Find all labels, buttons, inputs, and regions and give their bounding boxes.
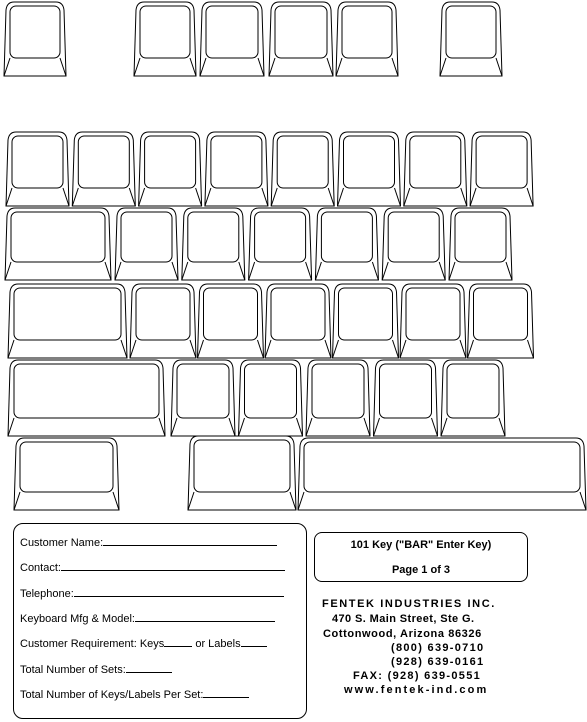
row3-keycap-1: [130, 284, 196, 358]
function-keycap-5: [336, 2, 398, 76]
function-keycap-4: [269, 2, 333, 76]
customer-name-line[interactable]: [103, 535, 277, 546]
requirement-keys-line[interactable]: [164, 636, 192, 647]
row3-keycap-3: [265, 284, 331, 358]
customer-info-form: [13, 523, 307, 719]
title-box: [314, 532, 528, 582]
total-sets-line[interactable]: [126, 662, 172, 673]
function-keycap-2: [134, 2, 196, 76]
customer-name-label: Customer Name:: [20, 537, 104, 549]
company-website: www.fentek-ind.com: [344, 684, 489, 696]
row2-keycap-2: [182, 208, 245, 280]
total-keys-field: [20, 687, 249, 701]
row4-keycap-2: [239, 360, 303, 436]
company-address-street: 470 S. Main Street, Ste G.: [332, 613, 475, 625]
row3-keycap-2: [198, 284, 264, 358]
keyboard-mfg-line[interactable]: [135, 611, 275, 622]
row1-keycap-5: [271, 132, 334, 206]
row5-keycap-1: [14, 438, 119, 510]
row1-keycap-7: [404, 132, 467, 206]
company-name: FENTEK INDUSTRIES INC.: [322, 598, 496, 610]
keyboard-mfg-field: [20, 611, 275, 625]
row2-keycap-3: [249, 208, 312, 280]
row3-keycap-5: [400, 284, 466, 358]
row2-keycap-6: [449, 208, 512, 280]
row4-wide-keycap: [8, 360, 165, 436]
requirement-keys-label: Customer Requirement: Keys: [20, 638, 165, 650]
company-phone-local: (928) 639-0161: [391, 656, 485, 668]
row1-keycap-6: [338, 132, 401, 206]
telephone-label: Telephone:: [20, 588, 74, 600]
bar-enter-keycap: [298, 438, 586, 510]
row1-keycap-4: [205, 132, 268, 206]
row4-keycap-3: [306, 360, 370, 436]
company-phone-tollfree: (800) 639-0710: [391, 642, 485, 654]
requirement-labels-line[interactable]: [241, 636, 267, 647]
customer-name-field: [20, 535, 277, 549]
row1-keycap-2: [72, 132, 135, 206]
requirement-labels-label: or Labels: [195, 638, 241, 650]
company-fax: FAX: (928) 639-0551: [353, 670, 482, 682]
function-keycap-1: [4, 2, 66, 76]
row2-keycap-1: [115, 208, 178, 280]
company-address-city: Cottonwood, Arizona 86326: [323, 628, 482, 640]
row1-keycap-3: [139, 132, 202, 206]
contact-label: Contact:: [20, 562, 61, 574]
row2-wide-keycap: [5, 208, 111, 280]
contact-line[interactable]: [61, 560, 285, 571]
function-keycap-3: [200, 2, 264, 76]
total-keys-label: Total Number of Keys/Labels Per Set:: [20, 689, 204, 701]
telephone-field: [20, 586, 284, 600]
row4-keycap-4: [374, 360, 438, 436]
row3-keycap-6: [468, 284, 534, 358]
title-layout: 101 Key ("BAR" Enter Key): [350, 539, 492, 551]
telephone-line[interactable]: [74, 586, 284, 597]
row5-keycap-2: [188, 436, 296, 510]
page-indicator: Page 1 of 3: [391, 564, 451, 576]
row2-keycap-5: [382, 208, 445, 280]
total-sets-label: Total Number of Sets:: [20, 664, 126, 676]
row4-keycap-1: [171, 360, 235, 436]
row2-keycap-4: [315, 208, 378, 280]
function-keycap-6: [440, 2, 502, 76]
row3-wide-keycap: [8, 284, 127, 358]
total-sets-field: [20, 662, 172, 676]
customer-requirement-field: [20, 636, 267, 650]
row3-keycap-4: [333, 284, 399, 358]
keyboard-mfg-label: Keyboard Mfg & Model:: [20, 613, 135, 625]
total-keys-line[interactable]: [203, 687, 249, 698]
row1-keycap-1: [6, 132, 69, 206]
row4-keycap-5: [441, 360, 505, 436]
contact-field: [20, 560, 285, 574]
row1-keycap-8: [470, 132, 533, 206]
